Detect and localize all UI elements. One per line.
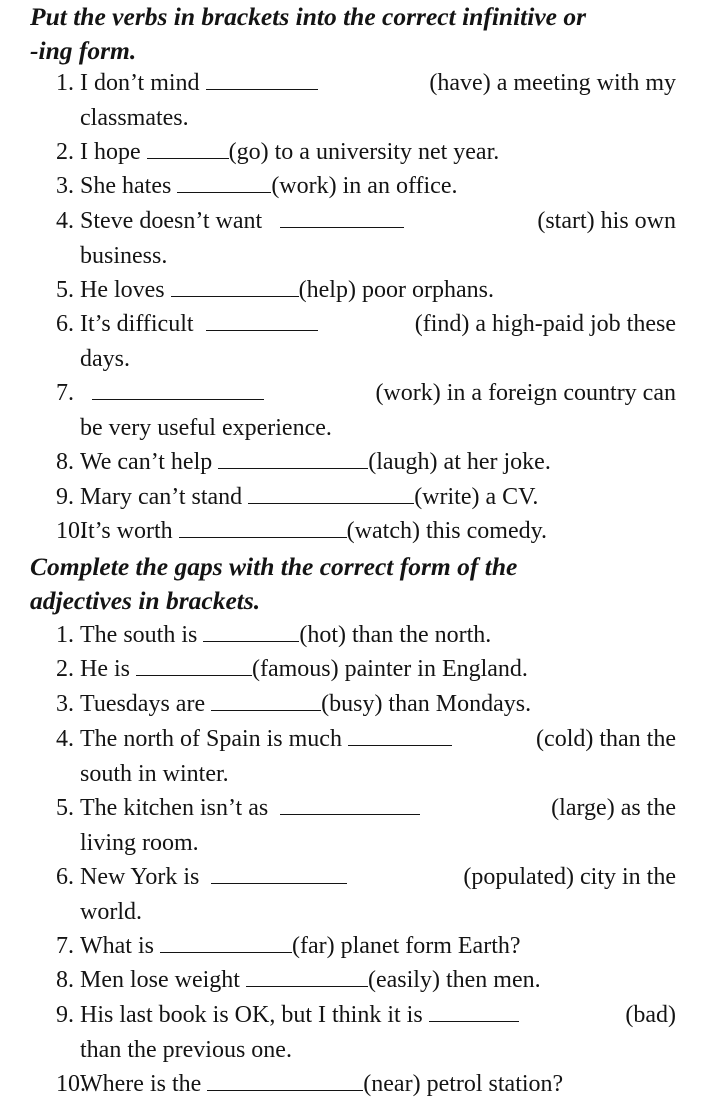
answer-blank[interactable]	[147, 136, 229, 159]
item-text-after: (near) petrol station?	[363, 1071, 564, 1097]
answer-blank[interactable]	[92, 377, 264, 400]
item-text-before: I don’t mind	[80, 70, 200, 96]
answer-blank[interactable]	[177, 170, 271, 193]
item-text-before: New York is	[80, 864, 200, 890]
item-number: 4.	[56, 726, 74, 752]
answer-blank[interactable]	[211, 688, 321, 711]
answer-blank[interactable]	[248, 481, 414, 504]
s1-item-2	[56, 135, 676, 170]
s1-item-5	[56, 273, 676, 308]
section1-heading-line2: -ing form.	[30, 36, 137, 65]
s2-item-10	[56, 1067, 676, 1102]
item-text-before: She hates	[80, 173, 172, 199]
item-text-after: (write) a CV.	[414, 484, 539, 510]
item-text-after: (busy) than Mondays.	[321, 691, 532, 717]
item-continuation: classmates.	[80, 104, 189, 131]
item-number: 3.	[56, 691, 74, 717]
item-text-after: (help) poor orphans.	[298, 277, 494, 303]
answer-blank[interactable]	[136, 653, 252, 676]
s1-item-10	[56, 514, 676, 549]
item-continuation: days.	[80, 345, 130, 372]
item-number: 6.	[56, 864, 74, 890]
s2-item-6	[56, 860, 676, 929]
item-text-before: We can’t help	[80, 449, 213, 475]
s2-item-7	[56, 929, 676, 964]
item-continuation: living room.	[80, 829, 199, 856]
answer-blank[interactable]	[206, 67, 318, 90]
item-text-after: (famous) painter in England.	[252, 656, 528, 682]
answer-blank[interactable]	[160, 930, 292, 953]
item-number: 5.	[56, 277, 74, 303]
item-text-before: He loves	[80, 277, 165, 303]
item-text-before: Tuesdays are	[80, 691, 206, 717]
item-text-after: (laugh) at her joke.	[368, 449, 551, 475]
item-text-before: The kitchen isn’t as	[80, 795, 269, 821]
item-text-after: (work) in a foreign country can	[375, 380, 676, 406]
item-number: 1.	[56, 622, 74, 648]
answer-blank[interactable]	[280, 792, 420, 815]
section2-heading	[30, 550, 676, 618]
item-number: 6.	[56, 311, 74, 337]
item-text-before: I hope	[80, 139, 141, 165]
item-number: 2.	[56, 656, 74, 682]
item-number: 1.	[56, 70, 74, 96]
item-number: 7.	[56, 380, 74, 406]
item-text-after: (have) a meeting with my	[429, 70, 676, 96]
item-continuation: be very useful experience.	[80, 414, 332, 441]
item-continuation: south in winter.	[80, 760, 229, 787]
item-text-before: The south is	[80, 622, 198, 648]
item-number: 9.	[56, 1002, 74, 1028]
answer-blank[interactable]	[171, 274, 299, 297]
s2-item-8	[56, 963, 676, 998]
item-text-before: The north of Spain is much	[80, 726, 342, 752]
item-text-before: Where is the	[80, 1071, 202, 1097]
item-number: 2.	[56, 139, 74, 165]
item-text-before: It’s worth	[80, 518, 173, 544]
s2-item-2	[56, 652, 676, 687]
item-number: 10.	[56, 518, 86, 544]
item-number: 8.	[56, 449, 74, 475]
item-text-after: (populated) city in the	[463, 864, 676, 890]
item-text-after: (work) in an office.	[271, 173, 458, 199]
answer-blank[interactable]	[179, 515, 347, 538]
item-text-after: (find) a high-paid job these	[414, 311, 676, 337]
item-continuation: than the previous one.	[80, 1036, 292, 1063]
s1-item-4	[56, 204, 676, 273]
s1-item-7	[56, 376, 676, 445]
item-text-before: Mary can’t stand	[80, 484, 243, 510]
item-text-before: Steve doesn’t want	[80, 208, 263, 234]
item-text-after: (start) his own	[537, 208, 676, 234]
item-text-after: (cold) than the	[536, 726, 676, 752]
s2-item-4	[56, 722, 676, 791]
answer-blank[interactable]	[280, 205, 404, 228]
section2-heading-line1: Complete the gaps with the correct form of the	[30, 552, 518, 581]
item-number: 10.	[56, 1071, 86, 1097]
answer-blank[interactable]	[218, 446, 368, 469]
item-text-after: (bad)	[625, 1002, 676, 1028]
answer-blank[interactable]	[203, 619, 299, 642]
section2-heading-line2: adjectives in brackets.	[30, 586, 261, 615]
section1-heading-line1: Put the verbs in brackets into the correct infinitive or	[30, 2, 587, 31]
s1-item-8	[56, 445, 676, 480]
item-text-before: Men lose weight	[80, 967, 240, 993]
item-number: 5.	[56, 795, 74, 821]
item-text-before: His last book is OK, but I think it is	[80, 1002, 423, 1028]
item-number: 8.	[56, 967, 74, 993]
answer-blank[interactable]	[348, 723, 452, 746]
item-text-after: (hot) than the north.	[299, 622, 492, 648]
answer-blank[interactable]	[246, 964, 368, 987]
item-number: 3.	[56, 173, 74, 199]
item-number: 4.	[56, 208, 74, 234]
s1-item-9	[56, 480, 676, 515]
s1-item-1	[56, 66, 676, 135]
item-text-after: (go) to a university net year.	[228, 139, 500, 165]
answer-blank[interactable]	[211, 861, 347, 884]
item-text-after: (easily) then men.	[367, 967, 541, 993]
item-text-after: (large) as the	[551, 795, 676, 821]
item-text-before: He is	[80, 656, 130, 682]
answer-blank[interactable]	[206, 308, 318, 331]
s2-item-3	[56, 687, 676, 722]
item-number: 9.	[56, 484, 74, 510]
item-text-after: (far) planet form Earth?	[291, 933, 521, 959]
s2-item-1	[56, 618, 676, 653]
item-continuation: world.	[80, 898, 142, 925]
section1-heading	[30, 0, 676, 68]
item-number: 7.	[56, 933, 74, 959]
s1-item-6	[56, 307, 676, 376]
answer-blank[interactable]	[207, 1068, 363, 1091]
answer-blank[interactable]	[429, 999, 519, 1022]
item-continuation: business.	[80, 242, 168, 269]
s1-item-3	[56, 169, 676, 204]
s2-item-5	[56, 791, 676, 860]
item-text-before: It’s difficult	[80, 311, 194, 337]
s2-item-9	[56, 998, 676, 1067]
item-text-after: (watch) this comedy.	[346, 518, 548, 544]
item-text-before: What is	[80, 933, 154, 959]
